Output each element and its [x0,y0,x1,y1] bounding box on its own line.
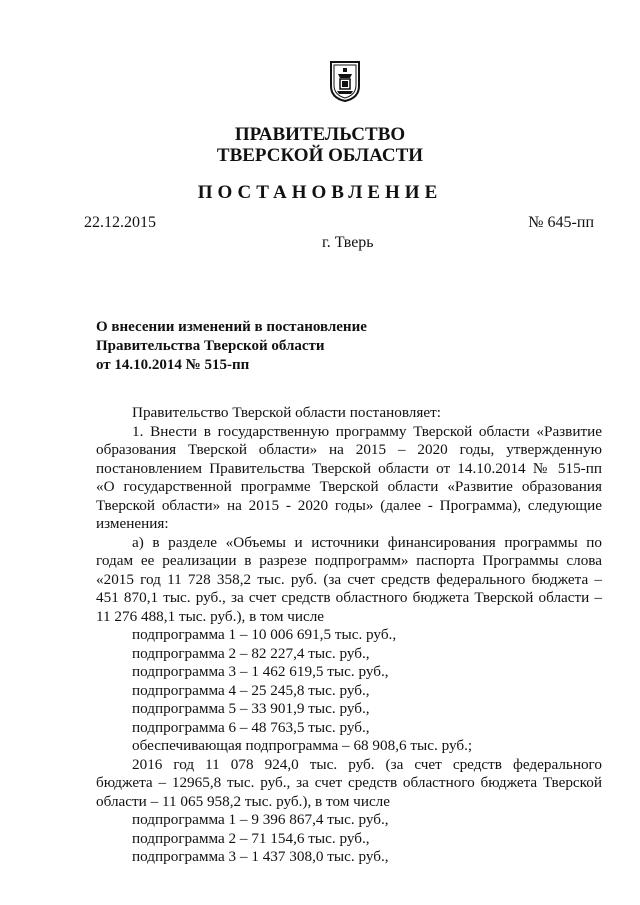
text-line: постановлением Правительства Тверской области от 14.10.2014 № 515-пп [96,459,602,477]
list-item: подпрограмма 6 – 48 763,5 тыс. руб., [132,718,370,736]
list-item: подпрограмма 3 – 1 462 619,5 тыс. руб., [132,663,389,680]
subject-line: от 14.10.2014 № 515-пп [96,357,250,373]
text-line: 2016 год 11 078 924,0 тыс. руб. (за счет средств федерального [132,755,602,773]
list-item: подпрограмма 1 – 9 396 867,4 тыс. руб., [132,811,389,828]
text-line: 451 870,1 тыс. руб., за счет средств областного бюджета Тверской области – [96,589,602,606]
text-line: годам ее реализации в разрезе подпрограмм» паспорта Программы слова [96,552,602,569]
list-item: обеспечивающая подпрограмма – 68 908,6 тыс. руб.; [132,737,473,754]
org-line-2: ТВЕРСКОЙ ОБЛАСТИ [216,145,424,166]
document-subject [96,318,367,375]
paragraph-3 [96,756,602,812]
list-item: подпрограмма 3 – 1 437 308,0 тыс. руб., [132,848,389,865]
coat-of-arms-emblem [328,58,362,102]
list-item: подпрограмма 2 – 82 227,4 тыс. руб., [132,644,370,662]
document-body [96,404,602,867]
list-item: подпрограмма 5 – 33 901,9 тыс. руб., [132,700,370,717]
list-item: подпрограмма 4 – 25 245,8 тыс. руб., [132,681,370,699]
document-type: ПОСТАНОВЛЕНИЕ [197,182,443,203]
text-line: 11 276 488,1 тыс. руб.), в том числе [96,607,325,625]
organization-name [0,124,640,166]
text-line: 1. Внести в государственную программу Тверской области «Развитие [132,422,602,440]
text-line: Тверской области» на 2015 - 2020 годы» (далее - Программа), следующие [96,496,602,514]
org-line-1: ПРАВИТЕЛЬСТВО [234,124,406,145]
text-line: а) в разделе «Объемы и источники финансирования программы по [132,533,602,551]
list-item: подпрограмма 2 – 71 154,6 тыс. руб., [132,829,370,847]
text-line: «2015 год 11 728 358,2 тыс. руб. (за счет средств федерального бюджета – [96,570,602,588]
list-item: подпрограмма 1 – 10 006 691,5 тыс. руб., [132,626,397,643]
intro-paragraph: Правительство Тверской области постановляет: [132,404,441,421]
list-2016 [96,811,602,867]
paragraph-2 [96,534,602,627]
paragraph-1 [96,423,602,534]
document-city: г. Тверь [322,234,374,251]
subject-line: Правительства Тверской области [96,338,325,354]
document-number: № 645-пп [528,214,594,231]
text-line: «О государственной программе Тверской области «Развитие образования [96,478,602,495]
document-date: 22.12.2015 [84,214,156,231]
text-line: изменения: [96,515,169,532]
text-line: образования Тверской области» на 2015 – 2020 годы, утвержденную [96,441,602,458]
subject-line: О внесении изменений в постановление [96,319,367,335]
list-2015 [96,626,602,756]
text-line: области – 11 065 958,2 тыс. руб.), в том числе [96,792,391,810]
text-line: бюджета – 12965,8 тыс. руб., за счет средств областного бюджета Тверской [96,774,602,791]
